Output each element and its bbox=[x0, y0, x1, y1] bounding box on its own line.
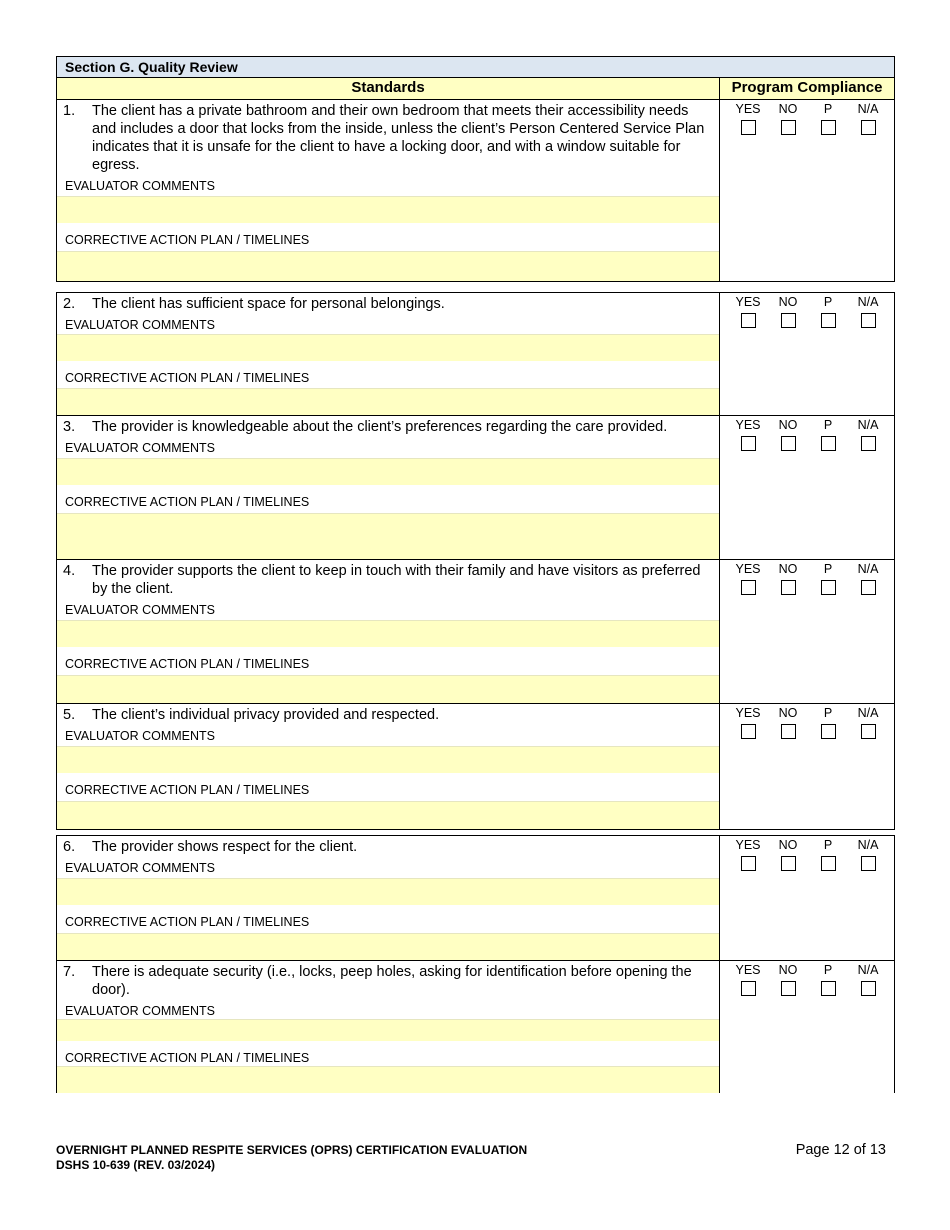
compliance-option bbox=[810, 562, 846, 595]
compliance-checkbox[interactable] bbox=[861, 580, 876, 595]
standard-cell bbox=[57, 416, 720, 559]
compliance-cell bbox=[720, 416, 894, 559]
standard-cell bbox=[57, 961, 720, 1093]
footer-form-title: OVERNIGHT PLANNED RESPITE SERVICES (OPRS) CERTIFICATION EVALUATION bbox=[56, 1143, 528, 1157]
standard-text: The provider is knowledgeable about the client’s preferences regarding the care provided. bbox=[92, 419, 668, 435]
compliance-option bbox=[730, 562, 766, 595]
compliance-cell bbox=[720, 293, 894, 415]
corrective-action-field[interactable] bbox=[57, 1066, 719, 1093]
evaluator-comments-label: EVALUATOR COMMENTS bbox=[65, 318, 216, 332]
standard-item-7 bbox=[56, 961, 895, 1093]
compliance-option-label: YES bbox=[735, 838, 761, 852]
compliance-option-label: NO bbox=[778, 102, 798, 116]
compliance-checkbox[interactable] bbox=[781, 436, 796, 451]
standard-number: 3. bbox=[63, 419, 76, 435]
standard-text-block bbox=[57, 836, 719, 856]
compliance-checkbox[interactable] bbox=[741, 436, 756, 451]
compliance-checkbox[interactable] bbox=[861, 120, 876, 135]
compliance-options bbox=[720, 836, 894, 871]
standard-item-4 bbox=[56, 560, 895, 704]
compliance-option bbox=[810, 838, 846, 871]
compliance-option bbox=[810, 418, 846, 451]
compliance-option bbox=[810, 295, 846, 328]
standards-column-header: Standards bbox=[57, 78, 720, 99]
standard-text: The provider shows respect for the client. bbox=[92, 839, 358, 855]
standard-text-block bbox=[57, 100, 719, 174]
page-number: Page 12 of 13 bbox=[795, 1142, 886, 1158]
standard-item-5 bbox=[56, 704, 895, 830]
compliance-option bbox=[850, 706, 886, 739]
standard-item-3 bbox=[56, 416, 895, 560]
compliance-checkbox[interactable] bbox=[821, 856, 836, 871]
standard-item-2 bbox=[56, 292, 895, 416]
compliance-checkbox[interactable] bbox=[821, 436, 836, 451]
corrective-action-label: CORRECTIVE ACTION PLAN / TIMELINES bbox=[65, 783, 310, 797]
compliance-checkbox[interactable] bbox=[861, 981, 876, 996]
compliance-options bbox=[720, 416, 894, 451]
compliance-checkbox[interactable] bbox=[861, 724, 876, 739]
compliance-option bbox=[770, 838, 806, 871]
evaluator-comments-field[interactable] bbox=[57, 458, 719, 485]
compliance-options bbox=[720, 293, 894, 328]
compliance-checkbox[interactable] bbox=[741, 120, 756, 135]
standard-text-block bbox=[57, 560, 719, 598]
compliance-option bbox=[810, 706, 846, 739]
corrective-action-field[interactable] bbox=[57, 388, 719, 415]
compliance-cell bbox=[720, 704, 894, 829]
standard-cell bbox=[57, 100, 720, 281]
compliance-option bbox=[770, 562, 806, 595]
standard-number: 5. bbox=[63, 707, 76, 723]
compliance-option bbox=[850, 838, 886, 871]
compliance-option-label: N/A bbox=[857, 295, 879, 309]
compliance-checkbox[interactable] bbox=[781, 313, 796, 328]
compliance-option-label: P bbox=[823, 102, 833, 116]
compliance-option-label: YES bbox=[735, 418, 761, 432]
corrective-action-label: CORRECTIVE ACTION PLAN / TIMELINES bbox=[65, 915, 310, 929]
compliance-option bbox=[770, 418, 806, 451]
compliance-checkbox[interactable] bbox=[821, 981, 836, 996]
evaluator-comments-field[interactable] bbox=[57, 1019, 719, 1041]
standard-text-block bbox=[57, 293, 719, 313]
evaluator-comments-field[interactable] bbox=[57, 878, 719, 905]
standard-text: The client has a private bathroom and their own bedroom that meets their accessibility needs and includes a door that locks from the inside, unless the client’s Person Centered Service Plan indicates that it is unsafe for the client to have a locking door, and with a window suitable for egress. bbox=[92, 103, 705, 173]
compliance-option-label: YES bbox=[735, 963, 761, 977]
compliance-checkbox[interactable] bbox=[821, 313, 836, 328]
compliance-option bbox=[730, 706, 766, 739]
compliance-cell bbox=[720, 560, 894, 703]
corrective-action-label: CORRECTIVE ACTION PLAN / TIMELINES bbox=[65, 233, 310, 247]
page-footer bbox=[56, 1143, 886, 1173]
compliance-option bbox=[850, 102, 886, 135]
evaluator-comments-label: EVALUATOR COMMENTS bbox=[65, 603, 216, 617]
evaluator-comments-label: EVALUATOR COMMENTS bbox=[65, 861, 216, 875]
standard-item-6 bbox=[56, 835, 895, 961]
evaluator-comments-field[interactable] bbox=[57, 196, 719, 223]
compliance-option-label: YES bbox=[735, 562, 761, 576]
compliance-option-label: NO bbox=[778, 418, 798, 432]
compliance-checkbox[interactable] bbox=[821, 120, 836, 135]
compliance-option-label: N/A bbox=[857, 963, 879, 977]
compliance-column-header: Program Compliance bbox=[731, 79, 883, 96]
compliance-option bbox=[730, 418, 766, 451]
compliance-option bbox=[850, 963, 886, 996]
standard-text: The client’s individual privacy provided and respected. bbox=[92, 707, 440, 723]
compliance-checkbox[interactable] bbox=[741, 313, 756, 328]
compliance-option bbox=[770, 963, 806, 996]
compliance-option-label: P bbox=[823, 706, 833, 720]
compliance-option-label: YES bbox=[735, 102, 761, 116]
compliance-options bbox=[720, 560, 894, 595]
standard-number: 2. bbox=[63, 296, 76, 312]
corrective-action-field[interactable] bbox=[57, 801, 719, 829]
evaluator-comments-label: EVALUATOR COMMENTS bbox=[65, 729, 216, 743]
compliance-option bbox=[810, 102, 846, 135]
standard-text-block bbox=[57, 416, 719, 436]
evaluator-comments-label: EVALUATOR COMMENTS bbox=[65, 179, 216, 193]
compliance-checkbox[interactable] bbox=[861, 436, 876, 451]
compliance-checkbox[interactable] bbox=[741, 724, 756, 739]
compliance-options bbox=[720, 100, 894, 135]
compliance-option bbox=[730, 295, 766, 328]
compliance-checkbox[interactable] bbox=[781, 856, 796, 871]
evaluator-comments-label: EVALUATOR COMMENTS bbox=[65, 441, 216, 455]
compliance-option-label: NO bbox=[778, 838, 798, 852]
corrective-action-field[interactable] bbox=[57, 513, 719, 559]
standard-cell bbox=[57, 836, 720, 960]
section-title: Section G. Quality Review bbox=[56, 56, 895, 78]
evaluator-comments-field[interactable] bbox=[57, 334, 719, 360]
compliance-option-label: P bbox=[823, 838, 833, 852]
footer-form-number: DSHS 10-639 (REV. 03/2024) bbox=[56, 1158, 215, 1172]
compliance-option bbox=[770, 706, 806, 739]
quality-review-form bbox=[56, 56, 895, 1093]
compliance-checkbox[interactable] bbox=[741, 856, 756, 871]
compliance-cell bbox=[720, 836, 894, 960]
compliance-checkbox[interactable] bbox=[861, 313, 876, 328]
standards-list bbox=[56, 100, 895, 1093]
column-header-row bbox=[56, 78, 895, 100]
compliance-checkbox[interactable] bbox=[781, 120, 796, 135]
compliance-option bbox=[850, 295, 886, 328]
compliance-option bbox=[850, 418, 886, 451]
compliance-option-label: N/A bbox=[857, 418, 879, 432]
compliance-checkbox[interactable] bbox=[781, 981, 796, 996]
compliance-option-label: NO bbox=[778, 706, 798, 720]
standard-number: 6. bbox=[63, 839, 76, 855]
compliance-cell bbox=[720, 100, 894, 281]
compliance-options bbox=[720, 961, 894, 996]
corrective-action-field[interactable] bbox=[57, 675, 719, 703]
corrective-action-label: CORRECTIVE ACTION PLAN / TIMELINES bbox=[65, 370, 310, 385]
evaluator-comments-field[interactable] bbox=[57, 620, 719, 647]
compliance-option bbox=[730, 838, 766, 871]
evaluator-comments-field[interactable] bbox=[57, 746, 719, 773]
compliance-checkbox[interactable] bbox=[781, 580, 796, 595]
compliance-option bbox=[770, 295, 806, 328]
standard-text-block bbox=[57, 704, 719, 724]
compliance-option-label: P bbox=[823, 963, 833, 977]
compliance-option bbox=[810, 963, 846, 996]
compliance-option-label: N/A bbox=[857, 102, 879, 116]
corrective-action-label: CORRECTIVE ACTION PLAN / TIMELINES bbox=[65, 495, 310, 509]
compliance-option-label: YES bbox=[735, 706, 761, 720]
compliance-option-label: N/A bbox=[857, 562, 879, 576]
compliance-option bbox=[730, 963, 766, 996]
compliance-option-label: N/A bbox=[857, 838, 879, 852]
compliance-option-label: NO bbox=[778, 295, 798, 309]
compliance-checkbox[interactable] bbox=[821, 580, 836, 595]
standard-number: 1. bbox=[63, 103, 76, 119]
evaluator-comments-label: EVALUATOR COMMENTS bbox=[65, 1004, 216, 1018]
standard-number: 7. bbox=[63, 964, 76, 980]
compliance-option bbox=[850, 562, 886, 595]
compliance-option bbox=[730, 102, 766, 135]
compliance-checkbox[interactable] bbox=[741, 981, 756, 996]
standard-number: 4. bbox=[63, 563, 76, 579]
standard-text: There is adequate security (i.e., locks, peep holes, asking for identification before opening the door). bbox=[92, 964, 692, 998]
item-spacer bbox=[56, 282, 895, 292]
standard-text: The provider supports the client to keep in touch with their family and have visitors as preferred by the client. bbox=[92, 563, 701, 597]
compliance-option-label: P bbox=[823, 418, 833, 432]
corrective-action-field[interactable] bbox=[57, 251, 719, 281]
compliance-cell bbox=[720, 961, 894, 1093]
compliance-checkbox[interactable] bbox=[781, 724, 796, 739]
compliance-option-label: P bbox=[823, 295, 833, 309]
compliance-option-label: N/A bbox=[857, 706, 879, 720]
compliance-option bbox=[770, 102, 806, 135]
compliance-option-label: P bbox=[823, 562, 833, 576]
compliance-option-label: NO bbox=[778, 562, 798, 576]
standard-cell bbox=[57, 704, 720, 829]
standard-cell bbox=[57, 293, 720, 415]
compliance-option-label: YES bbox=[735, 295, 761, 309]
standard-text-block bbox=[57, 961, 719, 999]
standard-cell bbox=[57, 560, 720, 703]
compliance-option-label: NO bbox=[778, 963, 798, 977]
corrective-action-label: CORRECTIVE ACTION PLAN / TIMELINES bbox=[65, 1051, 310, 1065]
standard-item-1 bbox=[56, 100, 895, 282]
compliance-checkbox[interactable] bbox=[741, 580, 756, 595]
compliance-checkbox[interactable] bbox=[821, 724, 836, 739]
corrective-action-label: CORRECTIVE ACTION PLAN / TIMELINES bbox=[65, 657, 310, 671]
standard-text: The client has sufficient space for personal belongings. bbox=[92, 296, 445, 312]
compliance-checkbox[interactable] bbox=[861, 856, 876, 871]
compliance-options bbox=[720, 704, 894, 739]
corrective-action-field[interactable] bbox=[57, 933, 719, 960]
